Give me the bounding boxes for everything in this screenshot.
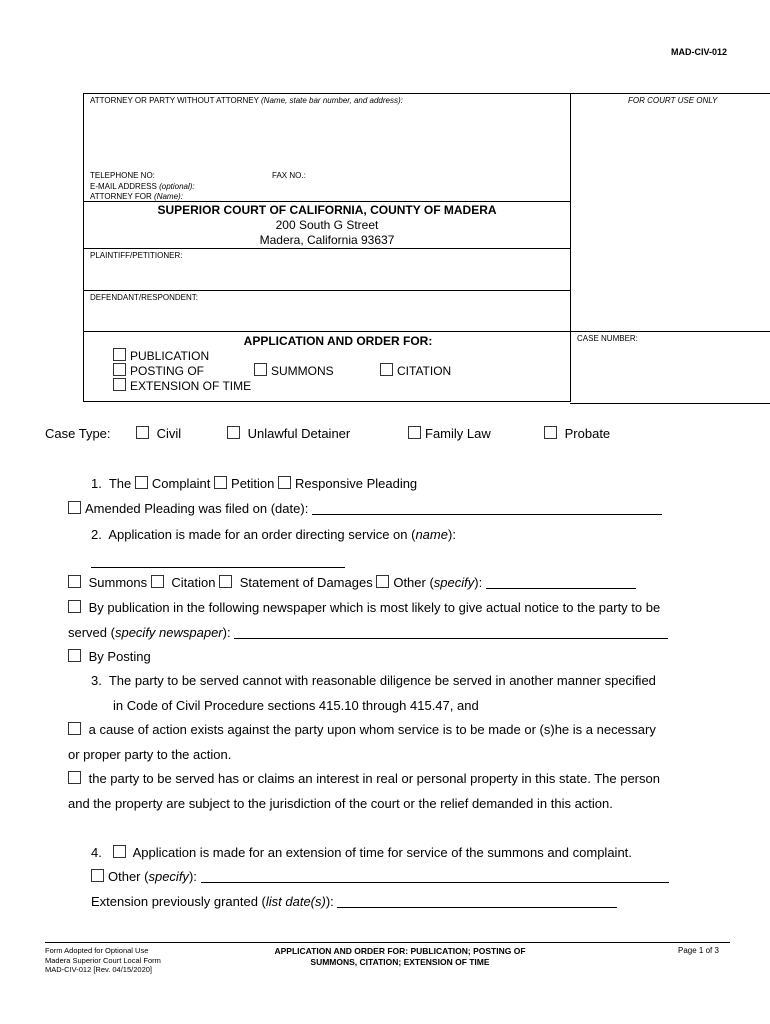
divider [83, 201, 571, 202]
extension-time-label: Application is made for an extension of time for service of the summons and complaint. [132, 845, 632, 860]
item-4-other-field[interactable] [201, 870, 669, 883]
item-3-row [91, 673, 656, 688]
item-4-other-row [91, 869, 669, 884]
item-2-row [91, 527, 456, 542]
cause-of-action-row [68, 722, 656, 737]
email-label [90, 182, 195, 191]
footer-divider [45, 942, 730, 943]
amended-pleading-checkbox[interactable] [68, 501, 81, 514]
item-3-line2: in Code of Civil Procedure sections 415.10 through 415.47, and [113, 698, 479, 713]
newspaper-field[interactable] [234, 626, 668, 639]
other-doc-checkbox[interactable] [376, 575, 389, 588]
case-type-unlawful[interactable] [227, 426, 350, 441]
newspaper-row [68, 625, 668, 640]
option-extension[interactable] [113, 378, 251, 393]
footer-title-line2: SUMMONS, CITATION; EXTENSION OF TIME [310, 957, 490, 967]
footer-left-line2: Madera Superior Court Local Form [45, 955, 161, 965]
attorney-label-hint: (Name, state bar number, and address): [261, 96, 403, 105]
item-2-name-hint: name [415, 527, 448, 542]
option-citation[interactable] [380, 363, 451, 378]
extension-granted-row [91, 894, 617, 909]
item-1-the: The [108, 476, 132, 491]
attorney-label [90, 96, 403, 105]
other-doc-label-end: ): [474, 575, 483, 590]
by-posting-checkbox[interactable] [68, 649, 81, 662]
other-doc-label: Other ( [393, 575, 434, 590]
court-name: SUPERIOR COURT OF CALIFORNIA, COUNTY OF MADERA [157, 203, 497, 217]
unlawful-detainer-checkbox[interactable] [227, 426, 240, 439]
newspaper-label-end: ): [222, 625, 231, 640]
item-1-row [91, 476, 417, 491]
attorney-label-text: ATTORNEY OR PARTY WITHOUT ATTORNEY [90, 96, 259, 105]
petition-label: Petition [231, 476, 275, 491]
summons-checkbox[interactable] [254, 363, 267, 376]
newspaper-hint: specify newspaper [114, 625, 223, 640]
property-interest-line2: and the property are subject to the jurisdiction of the court or the relief demanded in this action. [68, 796, 613, 811]
case-type-family[interactable] [408, 426, 491, 441]
item-2-number: 2. [91, 527, 102, 542]
item-4-other-checkbox[interactable] [91, 869, 104, 882]
complaint-label: Complaint [151, 476, 211, 491]
page-number: Page 1 of 3 [678, 946, 719, 955]
attorney-for-text: ATTORNEY FOR [90, 192, 152, 201]
unlawful-detainer-label: Unlawful Detainer [247, 426, 351, 441]
option-summons[interactable] [254, 363, 334, 378]
form-id: MAD-CIV-012 [670, 47, 727, 57]
footer-left-line3: MAD-CIV-012 [Rev. 04/15/2020] [45, 965, 152, 974]
application-title: APPLICATION AND ORDER FOR: [243, 334, 433, 348]
family-law-label: Family Law [425, 426, 491, 441]
extension-checkbox[interactable] [113, 378, 126, 391]
citation-doc-checkbox[interactable] [151, 575, 164, 588]
service-name-field[interactable] [91, 553, 345, 571]
email-label-text: E-MAIL ADDRESS [90, 182, 157, 191]
item-3-line1: The party to be served cannot with reasonable diligence be served in another manner specified [108, 673, 656, 688]
newspaper-label: served ( [68, 625, 115, 640]
by-posting-row [68, 649, 151, 664]
item-2-docs-row [68, 575, 636, 590]
caption-right-box [570, 93, 770, 404]
citation-doc-label: Citation [171, 575, 216, 590]
other-doc-hint: specify [433, 575, 475, 590]
complaint-checkbox[interactable] [135, 476, 148, 489]
email-label-hint: (optional): [159, 182, 195, 191]
footer-left-line1: Form Adopted for Optional Use [45, 946, 149, 955]
property-interest-label: the party to be served has or claims an interest in real or personal property in this state. The person [88, 771, 660, 786]
statement-damages-checkbox[interactable] [219, 575, 232, 588]
cause-of-action-checkbox[interactable] [68, 722, 81, 735]
statement-damages-label: Statement of Damages [239, 575, 373, 590]
divider [83, 331, 770, 332]
by-publication-checkbox[interactable] [68, 600, 81, 613]
item-2-text: Application is made for an order directing service on ( [108, 527, 416, 542]
item-4-number: 4. [91, 845, 102, 860]
divider [83, 248, 571, 249]
item-1-number: 1. [91, 476, 102, 491]
item-4-row [91, 845, 632, 860]
plaintiff-label: PLAINTIFF/PETITIONER: [90, 251, 183, 260]
property-interest-row [68, 771, 660, 786]
family-law-checkbox[interactable] [408, 426, 421, 439]
probate-label: Probate [564, 426, 611, 441]
petition-checkbox[interactable] [214, 476, 227, 489]
attorney-for-hint: (Name): [154, 192, 183, 201]
extension-time-checkbox[interactable] [113, 845, 126, 858]
publication-label: PUBLICATION [130, 349, 210, 363]
probate-checkbox[interactable] [544, 426, 557, 439]
posting-checkbox[interactable] [113, 363, 126, 376]
extension-granted-hint: list date(s) [265, 894, 326, 909]
amended-pleading-row [68, 501, 662, 516]
citation-checkbox[interactable] [380, 363, 393, 376]
extension-granted-label: Extension previously granted ( [91, 894, 266, 909]
posting-label: POSTING OF [130, 364, 205, 378]
amended-date-field[interactable] [312, 502, 662, 515]
footer-title-line1: APPLICATION AND ORDER FOR: PUBLICATION; POSTING OF [274, 946, 526, 956]
item-4-other-hint: specify [148, 869, 189, 884]
by-publication-label: By publication in the following newspaper which is most likely to give actual notice to the party to be [88, 600, 661, 615]
other-doc-field[interactable] [486, 576, 636, 589]
item-4-other-label: Other ( [108, 869, 149, 884]
attorney-for-label [90, 192, 183, 201]
case-type-civil[interactable] [136, 426, 181, 441]
extension-granted-label-end: ): [325, 894, 334, 909]
option-posting[interactable] [113, 363, 204, 378]
responsive-pleading-checkbox[interactable] [278, 476, 291, 489]
item-2-text-end: ): [447, 527, 456, 542]
item-4-other-label-end: ): [188, 869, 197, 884]
fax-label: FAX NO.: [272, 171, 306, 180]
publication-checkbox[interactable] [113, 348, 126, 361]
divider [83, 290, 571, 291]
cause-of-action-line2: or proper party to the action. [68, 747, 232, 762]
civil-checkbox[interactable] [136, 426, 149, 439]
responsive-pleading-label: Responsive Pleading [295, 476, 418, 491]
case-type-label: Case Type: [45, 426, 111, 441]
property-interest-checkbox[interactable] [68, 771, 81, 784]
extension-granted-field[interactable] [337, 895, 617, 908]
option-publication[interactable] [113, 348, 209, 363]
by-posting-label: By Posting [88, 649, 151, 664]
court-use-only: FOR COURT USE ONLY [628, 96, 718, 105]
service-name-line[interactable] [91, 555, 345, 568]
footer-center [230, 946, 570, 968]
case-number-label: CASE NUMBER: [577, 334, 638, 343]
summons-label: SUMMONS [271, 364, 334, 378]
summons-doc-label: Summons [88, 575, 148, 590]
publication-row [68, 600, 758, 615]
court-city: Madera, California 93637 [259, 233, 395, 247]
cause-of-action-label: a cause of action exists against the party upon whom service is to be made or (s)he is a necessary [88, 722, 656, 737]
summons-doc-checkbox[interactable] [68, 575, 81, 588]
civil-label: Civil [156, 426, 182, 441]
extension-label: EXTENSION OF TIME [130, 379, 252, 393]
amended-pleading-label: Amended Pleading was filed on (date): [85, 501, 309, 516]
citation-label: CITATION [397, 364, 452, 378]
footer-left [45, 946, 161, 975]
case-type-probate[interactable] [544, 426, 610, 441]
defendant-label: DEFENDANT/RESPONDENT: [90, 293, 199, 302]
telephone-label: TELEPHONE NO: [90, 171, 155, 180]
item-3-number: 3. [91, 673, 102, 688]
court-street: 200 South G Street [275, 218, 379, 232]
